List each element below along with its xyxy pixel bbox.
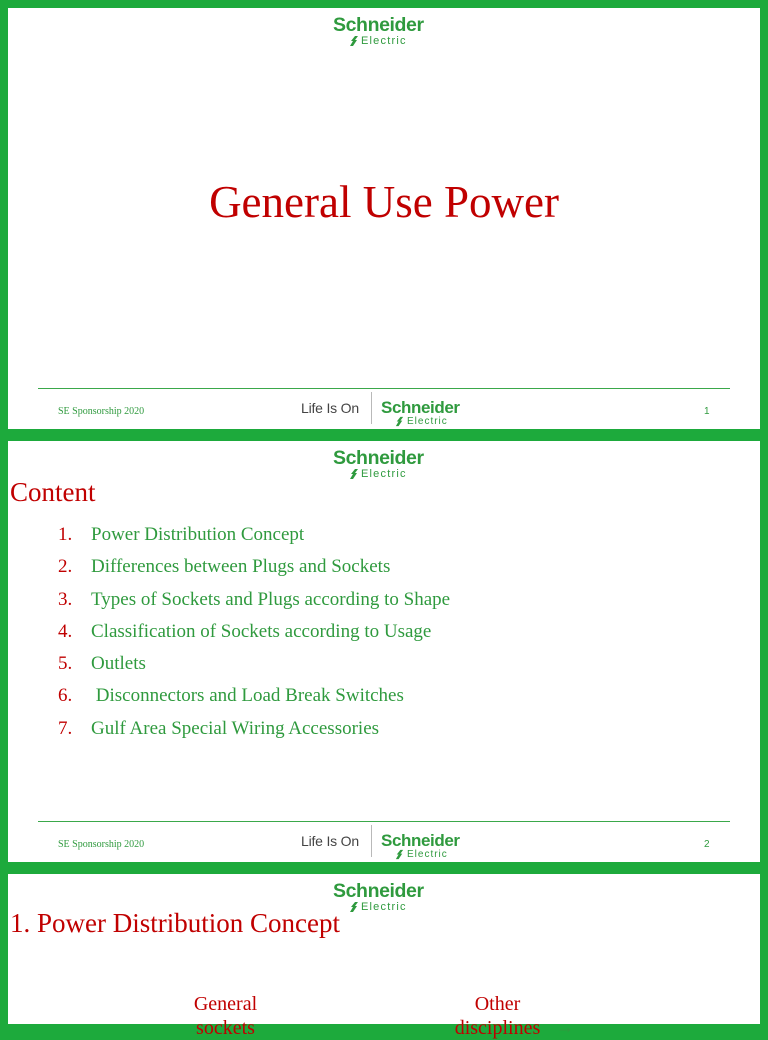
list-item <box>58 685 748 717</box>
list-item <box>58 621 748 653</box>
slide-title: General Use Power <box>209 177 559 227</box>
list-number: 2. <box>58 556 73 578</box>
list-text: Outlets <box>91 653 146 675</box>
node-line-1: Other <box>474 993 521 1015</box>
node-line-2: sockets <box>196 1017 255 1039</box>
schneider-mark-icon <box>348 468 360 480</box>
footer-divider <box>38 821 730 822</box>
schneider-mark-icon <box>348 901 360 913</box>
footer-label: SE Sponsorship 2020 <box>58 839 145 850</box>
diagram-node-other-disciplines <box>440 992 555 1040</box>
list-text: Disconnectors and Load Break Switches <box>91 685 404 707</box>
list-item <box>58 718 748 750</box>
list-number: 3. <box>58 588 73 610</box>
footer-logo-wordmark: Schneider <box>381 831 460 850</box>
logo-wordmark: Schneider <box>333 14 424 36</box>
list-text: Classification of Sockets according to Usage <box>91 620 432 642</box>
logo-subtitle: Electric <box>361 468 407 480</box>
life-is-on-tagline: Life Is On <box>301 833 359 849</box>
schneider-mark-icon <box>394 849 405 860</box>
list-item <box>58 653 748 685</box>
list-text: Differences between Plugs and Sockets <box>91 556 391 578</box>
footer-label: SE Sponsorship 2020 <box>58 406 145 417</box>
slide-2 <box>8 441 760 862</box>
life-is-on-tagline: Life Is On <box>301 400 359 416</box>
slide-1 <box>8 8 760 429</box>
slide-heading: 1. Power Distribution Concept <box>10 908 340 938</box>
logo-subtitle: Electric <box>361 901 407 913</box>
footer-logo-wordmark: Schneider <box>381 398 460 417</box>
list-text: Power Distribution Concept <box>91 524 305 545</box>
slide-heading: Content <box>10 477 96 507</box>
diagram-node-general-sockets <box>168 992 283 1040</box>
logo-subtitle: Electric <box>361 35 407 47</box>
schneider-mark-icon <box>394 416 405 427</box>
list-number: 1. <box>58 524 73 545</box>
slide-3 <box>8 874 760 1039</box>
list-text: Types of Sockets and Plugs according to Shape <box>91 588 451 610</box>
list-item <box>58 589 748 621</box>
schneider-logo <box>324 448 444 484</box>
arrow-icon: → <box>556 1017 574 1037</box>
footer-separator <box>371 392 372 424</box>
list-number: 4. <box>58 620 73 642</box>
list-item <box>58 556 748 588</box>
list-text: Gulf Area Special Wiring Accessories <box>91 717 380 739</box>
list-number: 7. <box>58 717 73 739</box>
schneider-mark-icon <box>348 35 360 47</box>
list-number: 5. <box>58 653 73 675</box>
footer-separator <box>371 825 372 857</box>
node-line-2: disciplines <box>454 1017 541 1039</box>
content-list <box>58 524 748 750</box>
list-item <box>58 524 748 556</box>
node-line-1: General <box>193 993 258 1015</box>
footer-logo-subtitle: Electric <box>407 849 448 860</box>
footer-schneider-logo <box>381 399 481 435</box>
footer-schneider-logo <box>381 832 481 868</box>
schneider-logo <box>324 881 444 917</box>
page-number: 1 <box>704 406 710 417</box>
logo-wordmark: Schneider <box>333 447 424 469</box>
page-number: 2 <box>704 839 710 850</box>
schneider-logo <box>324 15 444 51</box>
list-number: 6. <box>58 685 73 707</box>
logo-wordmark: Schneider <box>333 880 424 902</box>
footer-divider <box>38 388 730 389</box>
footer-logo-subtitle: Electric <box>407 416 448 427</box>
